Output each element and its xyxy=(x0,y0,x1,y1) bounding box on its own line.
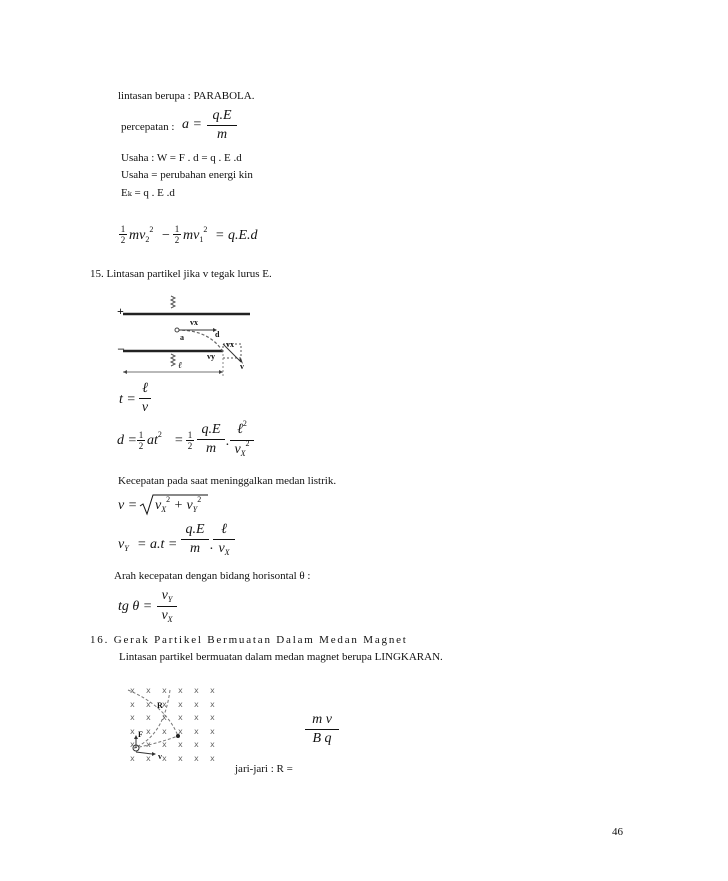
acceleration-fraction xyxy=(207,108,237,143)
velocity-radicand: $v_X^2 + v_Y^2$ xyxy=(155,495,202,514)
energy-rhs: = q.E.d xyxy=(215,228,258,243)
field-cross-mark: x xyxy=(162,686,167,695)
field-cross-mark: x xyxy=(210,726,215,736)
vy-lhs: $v_Y$ xyxy=(118,537,129,553)
electric-field-figure xyxy=(115,292,255,380)
field-cross-mark: x xyxy=(178,753,183,763)
energy-term-2: $mv_1^2$ xyxy=(183,225,208,244)
field-cross-mark: x xyxy=(194,686,199,695)
fig1-vx-right-label: vx xyxy=(226,340,234,349)
magnetic-cross-grid xyxy=(130,686,230,772)
fig1-l-label: ℓ xyxy=(178,360,182,370)
displacement-half-1: 1 2 xyxy=(138,430,144,451)
page-number: 46 xyxy=(612,826,623,838)
field-cross-mark: x xyxy=(178,740,183,749)
field-cross-mark: x xyxy=(130,713,135,722)
kecepatan-line: Kecepatan pada saat meninggalkan medan listrik. xyxy=(118,475,337,487)
field-cross-mark: x xyxy=(194,753,199,763)
kinetic-energy-line: Eₖ = q . E .d xyxy=(121,187,175,199)
field-cross-mark: x xyxy=(146,713,151,722)
lingkaran-line: Lintasan partikel bermuatan dalam medan magnet berupa LINGKARAN. xyxy=(119,651,443,663)
field-cross-mark: x xyxy=(130,726,135,736)
vy-fraction-2: ℓ $v_X$ xyxy=(213,522,235,558)
field-cross-mark: x xyxy=(178,699,183,709)
plus-plate-sign: + xyxy=(117,304,124,318)
field-cross-mark: x xyxy=(146,686,151,695)
vy-fraction-1: q.E m xyxy=(181,522,209,557)
time-fraction: ℓ v xyxy=(139,381,151,416)
field-cross-mark: x xyxy=(210,753,215,763)
field-cross-mark: x xyxy=(130,686,135,695)
field-cross-mark: x xyxy=(130,753,135,763)
usaha-line-1: Usaha : W = F . d = q . E .d xyxy=(121,152,242,164)
fig2-F-label: F xyxy=(138,730,143,739)
field-cross-mark: x xyxy=(146,753,151,763)
percepatan-label: percepatan : xyxy=(121,121,175,133)
minus-plate-sign: – xyxy=(118,341,124,355)
displacement-equals: = xyxy=(174,433,184,448)
field-cross-mark: x xyxy=(178,713,183,722)
field-cross-mark: x xyxy=(178,686,183,695)
radius-fraction: m v B q xyxy=(305,712,339,747)
field-cross-mark: x xyxy=(130,699,135,709)
field-cross-mark: x xyxy=(194,726,199,736)
field-cross-mark: x xyxy=(194,699,199,709)
field-cross-mark: x xyxy=(162,699,167,709)
field-cross-mark: x xyxy=(210,713,215,722)
acceleration-lhs: a = xyxy=(182,117,202,132)
fig1-vy-label: vy xyxy=(207,352,215,361)
displacement-lhs: d = xyxy=(117,433,137,448)
fig1-a-label: a xyxy=(180,333,184,342)
fig1-v-label: v xyxy=(240,362,244,371)
field-cross-mark: x xyxy=(130,740,135,749)
field-cross-mark: x xyxy=(162,726,167,736)
field-cross-mark: x xyxy=(210,740,215,749)
field-cross-mark: x xyxy=(146,699,151,709)
energy-half-1: 1 2 xyxy=(120,224,126,245)
energy-minus: − xyxy=(162,228,170,243)
item-15-heading: 15. Lintasan partikel jika v tegak lurus E. xyxy=(90,268,272,280)
field-cross-mark: x xyxy=(194,713,199,722)
displacement-half-2: 1 2 xyxy=(187,430,193,451)
vy-mid: = a.t = xyxy=(137,537,178,552)
acceleration-denominator: m xyxy=(216,127,228,142)
jari-jari-line: jari-jari : R = xyxy=(235,763,293,775)
item-16-heading: 16. Gerak Partikel Bermuatan Dalam Medan Magnet xyxy=(90,634,408,646)
fig1-vx-top-label: vx xyxy=(190,318,198,327)
field-cross-mark: x xyxy=(162,740,167,749)
field-cross-mark: x xyxy=(146,726,151,736)
field-cross-mark: x xyxy=(178,726,183,736)
displacement-fraction-2: ℓ$^2$ $v_X^2$ xyxy=(230,422,254,459)
fig1-d-label: d xyxy=(215,330,220,339)
energy-half-2: 1 2 xyxy=(174,224,180,245)
displacement-fraction-1: q.E m xyxy=(197,422,225,457)
usaha-line-2: Usaha = perubahan energi kin xyxy=(121,169,253,181)
tangent-fraction: $v_Y$ $v_X$ xyxy=(157,588,177,625)
time-lhs: t = xyxy=(119,392,136,407)
acceleration-numerator: q.E xyxy=(212,108,232,123)
field-cross-mark: x xyxy=(210,699,215,709)
tangent-lhs: tg θ = xyxy=(118,599,153,614)
fig2-R-label: R xyxy=(157,701,163,710)
field-cross-mark: x xyxy=(162,753,167,763)
fig2-v-label: v xyxy=(158,752,162,761)
arah-line: Arah kecepatan dengan bidang horisontal θ : xyxy=(114,570,311,582)
field-cross-mark: x xyxy=(162,713,167,722)
field-cross-mark: x xyxy=(146,740,151,749)
velocity-lhs: v = xyxy=(118,498,138,513)
field-cross-mark: x xyxy=(210,686,215,695)
parabola-line: lintasan berupa : PARABOLA. xyxy=(118,90,255,102)
displacement-at: $at^2$ xyxy=(147,430,162,448)
energy-term-1: $mv_2^2$ xyxy=(129,225,154,244)
field-cross-mark: x xyxy=(194,740,199,749)
